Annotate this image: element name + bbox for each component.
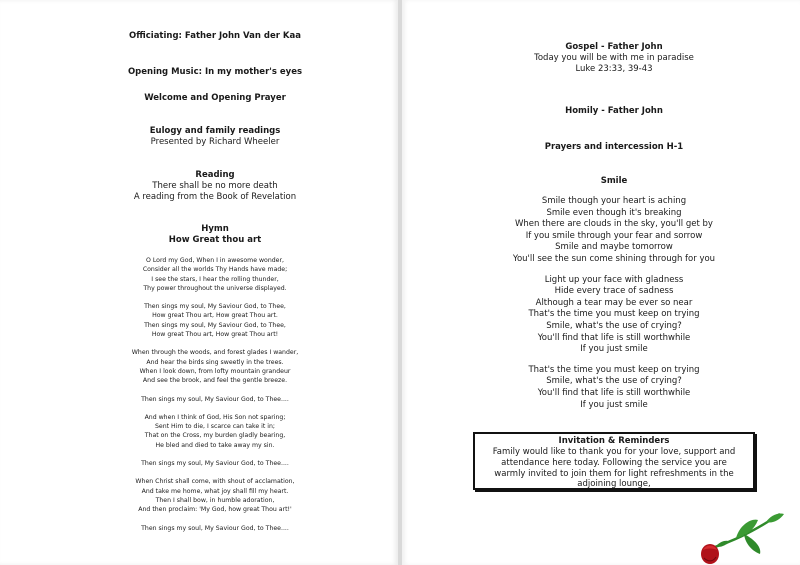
invitation-heading: Invitation & Reminders (558, 436, 670, 446)
smile-lyrics (474, 196, 754, 420)
lyric-line: You'll find that life is still worthwhile (537, 332, 691, 343)
hymn-label: Hymn (201, 224, 229, 234)
reading-line-2: A reading from the Book of Revelation (133, 192, 297, 202)
opening-music-heading: Opening Music: In my mother's eyes (127, 67, 303, 77)
lyric-line: Then I shall bow, in humble adoration, (155, 496, 275, 504)
lyric-line: Then sings my soul, My Saviour God, to Thee.... (141, 524, 289, 532)
lyric-line: Smile, what's the use of crying? (546, 376, 682, 387)
eulogy-section (100, 126, 330, 148)
lyric-line: Then sings my soul, My Saviour God, to Thee, (144, 303, 286, 311)
reading-heading: Reading (195, 170, 235, 180)
hymn-heading-section (100, 224, 330, 246)
lyric-line: You'll see the sun come shining through for you (512, 253, 716, 264)
stanza (100, 302, 330, 339)
hymn-lyrics (100, 256, 330, 542)
lyric-line: When through the woods, and forest glades I wander, (131, 349, 299, 357)
lyric-line: Hide every trace of sadness (554, 286, 674, 297)
lyric-line: I see the stars, I hear the rolling thunder, (151, 275, 279, 283)
lyric-line: He bled and died to take away my sin. (155, 441, 275, 449)
prayers-heading: Prayers and intercession H-1 (544, 142, 684, 152)
eulogy-heading: Eulogy and family readings (149, 126, 281, 136)
lyric-line: And when I think of God, His Son not sparing; (144, 413, 286, 421)
officiating-heading: Officiating: Father John Van der Kaa (129, 31, 301, 41)
stanza (100, 477, 330, 514)
lyric-line: How great Thou art, How great Thou art. (152, 312, 278, 320)
smile-heading-section (474, 176, 754, 187)
gospel-heading: Gospel - Father John (565, 42, 663, 52)
reading-line-1: There shall be no more death (152, 181, 278, 191)
welcome-section (100, 93, 330, 104)
lyric-line: Smile even though it's breaking (546, 207, 682, 218)
invitation-line: attendance here today. Following the service you are (501, 457, 727, 468)
lyric-line: Consider all the worlds Thy Hands have made; (142, 266, 288, 274)
officiating-section (100, 31, 330, 42)
lyric-line: Smile though your heart is aching (541, 196, 687, 206)
invitation-line: warmly invited to join them for light refreshments in the (494, 468, 734, 479)
stanza (100, 348, 330, 385)
lyric-line: Then sings my soul, My Saviour God, to Thee.... (141, 460, 289, 468)
gospel-line: Today you will be with me in paradise (534, 53, 694, 63)
lyric-line: Sent Him to die, I scarce can take it in; (154, 423, 276, 431)
lyric-line: And see the brook, and feel the gentle breeze. (142, 377, 288, 385)
lyric-line: Although a tear may be ever so near (535, 297, 693, 308)
stanza (474, 196, 754, 266)
stanza (474, 365, 754, 411)
stanza (474, 275, 754, 356)
rose-sepal (716, 541, 730, 547)
lyric-line: When I look down, from lofty mountain grandeur (139, 367, 291, 375)
lyric-line: Smile, what's the use of crying? (546, 320, 682, 331)
left-page (0, 0, 398, 565)
homily-heading: Homily - Father John (565, 106, 663, 116)
gospel-section (474, 42, 754, 75)
lyric-line: When there are clouds in the sky, you'll get by (515, 219, 713, 230)
lyric-line: When Christ shall come, with shout of acclamation, (135, 478, 295, 486)
smile-title: Smile (600, 176, 628, 186)
lyric-line: Then sings my soul, My Saviour God, to Thee.... (141, 395, 289, 403)
opening-music-section (100, 67, 330, 78)
lyric-line: Then sings my soul, My Saviour God, to Thee, (144, 321, 286, 329)
lyric-line: That's the time you must keep on trying (528, 309, 700, 320)
stanza (100, 524, 330, 533)
invitation-box (473, 432, 755, 490)
rose-icon (700, 508, 790, 565)
invitation-line: Family would like to thank you for your love, support and (492, 447, 736, 457)
lyric-line: And then proclaim: 'My God, how great Thou art!' (138, 506, 292, 514)
right-page (402, 0, 800, 565)
lyric-line: Smile and maybe tomorrow (555, 242, 673, 253)
stanza (100, 256, 330, 293)
lyric-line: Light up your face with gladness (544, 274, 684, 285)
stanza (100, 395, 330, 404)
homily-section (474, 106, 754, 117)
lyric-line: If you just smile (580, 344, 648, 355)
lyric-line: If you smile through your fear and sorrow (525, 230, 703, 241)
hymn-title: How Great thou art (168, 235, 262, 245)
gospel-reference: Luke 23:33, 39-43 (575, 64, 653, 74)
lyric-line: How great Thou art, How great Thou art! (151, 331, 279, 339)
invitation-text (479, 447, 749, 490)
invitation-line: adjoining lounge, (577, 479, 651, 490)
rose-leaf (766, 513, 784, 522)
stanza (100, 413, 330, 450)
lyric-line: And hear the birds sing sweetly in the trees. (146, 358, 284, 366)
reading-section (100, 170, 330, 203)
welcome-heading: Welcome and Opening Prayer (144, 93, 286, 103)
lyric-line: That on the Cross, my burden gladly bearing, (144, 432, 286, 440)
rose-leaf (744, 534, 760, 554)
lyric-line: If you just smile (580, 399, 648, 410)
lyric-line: And take me home, what joy shall fill my heart. (141, 487, 289, 495)
lyric-line: You'll find that life is still worthwhile (537, 387, 691, 398)
stanza (100, 459, 330, 468)
lyric-line: O Lord my God, When I in awesome wonder, (145, 257, 284, 264)
lyric-line: That's the time you must keep on trying (528, 364, 700, 375)
prayers-section (474, 142, 754, 153)
lyric-line: Thy power throughout the universe displayed. (143, 284, 287, 292)
eulogy-presenter: Presented by Richard Wheeler (150, 137, 280, 147)
